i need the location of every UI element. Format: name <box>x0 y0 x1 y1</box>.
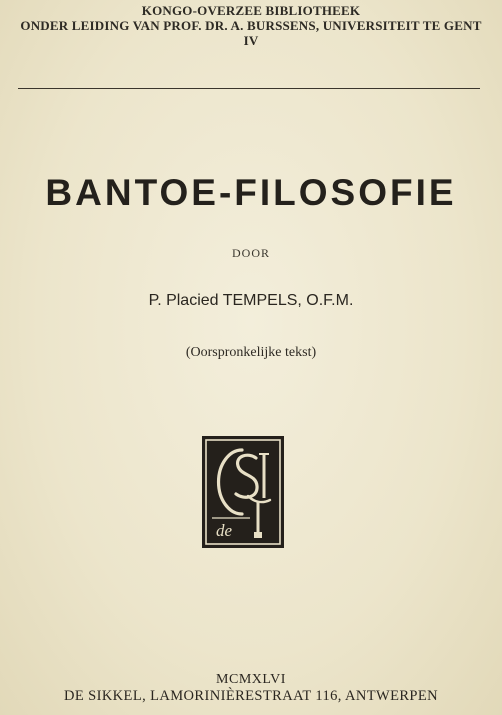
header-divider <box>18 88 480 89</box>
publisher-emblem <box>202 436 284 548</box>
publication-year: MCMXLVI <box>216 672 286 687</box>
author-name: P. Placied TEMPELS, O.F.M. <box>148 292 354 309</box>
svg-text:de: de <box>216 521 233 540</box>
series-name: KONGO-OVERZEE BIBLIOTHEEK <box>141 3 361 18</box>
original-text-note: (Oorspronkelijke tekst) <box>185 345 317 360</box>
series-editor: ONDER LEIDING VAN PROF. DR. A. BURSSENS, UNIVERSITEIT TE GENT <box>20 18 482 33</box>
publisher-line: DE SIKKEL, LAMORINIÈRESTRAAT 116, ANTWERPEN <box>63 688 439 704</box>
by-label: DOOR <box>231 246 270 260</box>
de-sikkel-logo-icon <box>202 436 284 548</box>
series-number: IV <box>243 33 259 48</box>
book-title: BANTOE-FILOSOFIE <box>45 172 457 213</box>
